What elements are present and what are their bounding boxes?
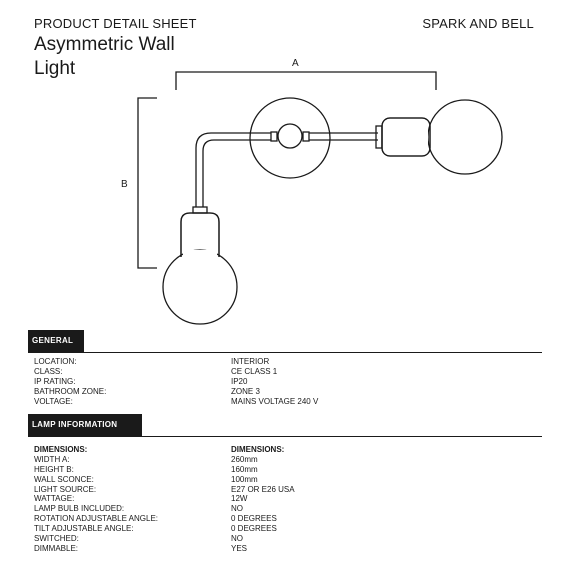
hub-collar-left (271, 132, 277, 141)
spec-value: 12W (231, 494, 248, 504)
spec-label: ROTATION ADJUSTABLE ANGLE: (34, 514, 159, 524)
spec-value: NO (231, 534, 243, 544)
spec-row (34, 494, 534, 504)
spec-label: LIGHT SOURCE: (34, 484, 97, 494)
spec-label: SWITCHED: (34, 534, 79, 544)
spec-value: ZONE 3 (231, 386, 260, 396)
spec-value: 260mm (231, 454, 258, 464)
brand-name: SPARK AND BELL (422, 16, 534, 31)
spec-row (34, 397, 534, 407)
spec-value: IP20 (231, 376, 248, 386)
spec-label: IP RATING: (34, 376, 76, 386)
spec-label: LOCATION: (34, 357, 77, 366)
dimension-a-line (176, 72, 436, 90)
spec-label: BATHROOM ZONE: (34, 386, 107, 396)
spec-value: E27 OR E26 USA (231, 484, 295, 494)
right-lamp-collar (376, 126, 382, 148)
spec-value: INTERIOR (231, 357, 270, 366)
spec-value: 0 DEGREES (231, 524, 277, 534)
spec-row (34, 504, 534, 514)
spec-label: WIDTH A: (34, 454, 70, 464)
spec-label: VOLTAGE: (34, 396, 73, 406)
lower-lamp-collar (193, 207, 207, 213)
spec-row (34, 377, 534, 387)
spec-row (34, 524, 534, 534)
spec-label: DIMMABLE: (34, 543, 79, 553)
spec-row (34, 455, 534, 465)
spec-value: 0 DEGREES (231, 514, 277, 524)
sheet-type-label: PRODUCT DETAIL SHEET (34, 16, 197, 31)
spec-row (34, 544, 534, 554)
spec-row (34, 387, 534, 397)
hub-collar-right (303, 132, 309, 141)
spec-row (34, 367, 534, 377)
spec-row (34, 514, 534, 524)
lamp-section-header (28, 414, 542, 437)
general-heading: GENERAL (28, 330, 84, 352)
lamp-heading: LAMP INFORMATION (28, 414, 142, 436)
spec-row (34, 357, 534, 367)
spec-label: LAMP BULB INCLUDED: (34, 504, 125, 514)
right-bulb (428, 100, 502, 174)
spec-row (34, 485, 534, 495)
spec-label: CLASS: (34, 366, 63, 376)
spec-value: DIMENSIONS: (231, 445, 285, 454)
spec-value: YES (231, 543, 248, 553)
dimension-a-label: A (292, 58, 299, 69)
spec-value: 100mm (231, 474, 258, 484)
wall-plate (250, 98, 330, 178)
dimension-b-label: B (121, 179, 128, 190)
general-section-header (28, 330, 542, 353)
spec-label: HEIGHT B: (34, 464, 74, 474)
spec-row (34, 475, 534, 485)
lower-bulb (163, 250, 237, 324)
spec-value: NO (231, 504, 243, 514)
spec-row (34, 534, 534, 544)
spec-label: TILT ADJUSTABLE ANGLE: (34, 524, 134, 534)
dimension-b-line (138, 98, 157, 268)
spec-label: WALL SCONCE: (34, 474, 94, 484)
spec-value: MAINS VOLTAGE 240 V (231, 396, 319, 406)
product-title: Asymmetric Wall Light (34, 34, 175, 79)
spec-value: 160mm (231, 464, 258, 474)
spec-label: WATTAGE: (34, 494, 75, 504)
lamp-spec-list (34, 445, 534, 554)
spec-row (34, 465, 534, 475)
elbow-arm (196, 133, 271, 207)
general-spec-list (34, 357, 534, 406)
center-hub (278, 124, 302, 148)
spec-label: DIMENSIONS: (34, 445, 88, 454)
spec-row (34, 445, 534, 455)
spec-value: CE CLASS 1 (231, 366, 278, 376)
